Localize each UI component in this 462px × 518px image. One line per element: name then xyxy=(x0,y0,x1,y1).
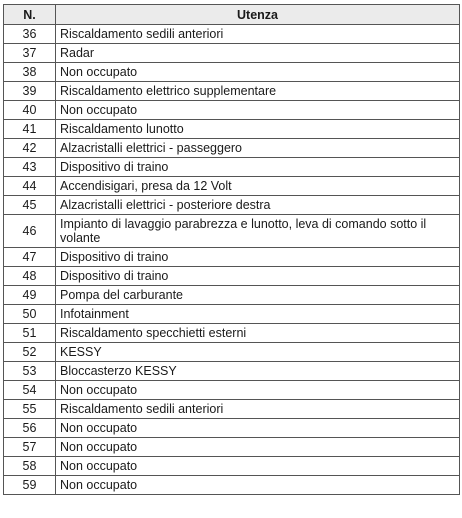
header-row xyxy=(4,5,460,25)
header-utenza: Utenza xyxy=(56,5,460,25)
table-row xyxy=(4,457,460,476)
table-body xyxy=(4,25,460,495)
table-row xyxy=(4,120,460,139)
fuse-number: 38 xyxy=(4,63,56,82)
table-row xyxy=(4,381,460,400)
table-row xyxy=(4,324,460,343)
fuse-number: 50 xyxy=(4,305,56,324)
fuse-utenza: Non occupato xyxy=(56,101,460,120)
fuse-utenza: Non occupato xyxy=(56,381,460,400)
table-row xyxy=(4,215,460,248)
fuse-number: 37 xyxy=(4,44,56,63)
fuse-utenza: Riscaldamento lunotto xyxy=(56,120,460,139)
fuse-utenza: Dispositivo di traino xyxy=(56,248,460,267)
fuse-utenza: Radar xyxy=(56,44,460,63)
fuse-number: 53 xyxy=(4,362,56,381)
fuse-number: 45 xyxy=(4,196,56,215)
fuse-number: 46 xyxy=(4,215,56,248)
table-row xyxy=(4,343,460,362)
fuse-number: 59 xyxy=(4,476,56,495)
table-header xyxy=(4,5,460,25)
table-row xyxy=(4,177,460,196)
fuse-utenza: Accendisigari, presa da 12 Volt xyxy=(56,177,460,196)
table-row xyxy=(4,286,460,305)
table-row xyxy=(4,305,460,324)
fuse-utenza: Non occupato xyxy=(56,63,460,82)
fuse-number: 55 xyxy=(4,400,56,419)
fuse-number: 49 xyxy=(4,286,56,305)
fuse-utenza: Dispositivo di traino xyxy=(56,158,460,177)
fuse-number: 54 xyxy=(4,381,56,400)
table-row xyxy=(4,196,460,215)
fuse-number: 44 xyxy=(4,177,56,196)
table-row xyxy=(4,400,460,419)
fuse-utenza: Non occupato xyxy=(56,476,460,495)
table-row xyxy=(4,267,460,286)
fuse-table xyxy=(3,4,460,495)
fuse-utenza: Riscaldamento specchietti esterni xyxy=(56,324,460,343)
fuse-number: 39 xyxy=(4,82,56,101)
fuse-number: 51 xyxy=(4,324,56,343)
fuse-utenza: Non occupato xyxy=(56,419,460,438)
table-row xyxy=(4,362,460,381)
table-row xyxy=(4,248,460,267)
table-row xyxy=(4,476,460,495)
table-row xyxy=(4,419,460,438)
fuse-utenza: Alzacristalli elettrici - passeggero xyxy=(56,139,460,158)
table-row xyxy=(4,44,460,63)
fuse-utenza: Pompa del carburante xyxy=(56,286,460,305)
fuse-number: 40 xyxy=(4,101,56,120)
fuse-utenza: KESSY xyxy=(56,343,460,362)
fuse-number: 57 xyxy=(4,438,56,457)
fuse-utenza: Impianto di lavaggio parabrezza e lunotto, leva di comando sotto il volante xyxy=(56,215,460,248)
fuse-number: 42 xyxy=(4,139,56,158)
fuse-number: 52 xyxy=(4,343,56,362)
table-row xyxy=(4,101,460,120)
table-row xyxy=(4,438,460,457)
header-number: N. xyxy=(4,5,56,25)
fuse-number: 58 xyxy=(4,457,56,476)
fuse-number: 43 xyxy=(4,158,56,177)
fuse-utenza: Riscaldamento sedili anteriori xyxy=(56,400,460,419)
fuse-number: 41 xyxy=(4,120,56,139)
fuse-number: 56 xyxy=(4,419,56,438)
fuse-number: 36 xyxy=(4,25,56,44)
fuse-utenza: Bloccasterzo KESSY xyxy=(56,362,460,381)
fuse-utenza: Alzacristalli elettrici - posteriore destra xyxy=(56,196,460,215)
fuse-number: 47 xyxy=(4,248,56,267)
table-row xyxy=(4,82,460,101)
fuse-utenza: Non occupato xyxy=(56,457,460,476)
table-row xyxy=(4,158,460,177)
fuse-utenza: Infotainment xyxy=(56,305,460,324)
fuse-table-container xyxy=(3,4,460,495)
fuse-utenza: Riscaldamento elettrico supplementare xyxy=(56,82,460,101)
table-row xyxy=(4,63,460,82)
fuse-utenza: Dispositivo di traino xyxy=(56,267,460,286)
table-row xyxy=(4,25,460,44)
table-row xyxy=(4,139,460,158)
fuse-utenza: Riscaldamento sedili anteriori xyxy=(56,25,460,44)
fuse-number: 48 xyxy=(4,267,56,286)
fuse-utenza: Non occupato xyxy=(56,438,460,457)
